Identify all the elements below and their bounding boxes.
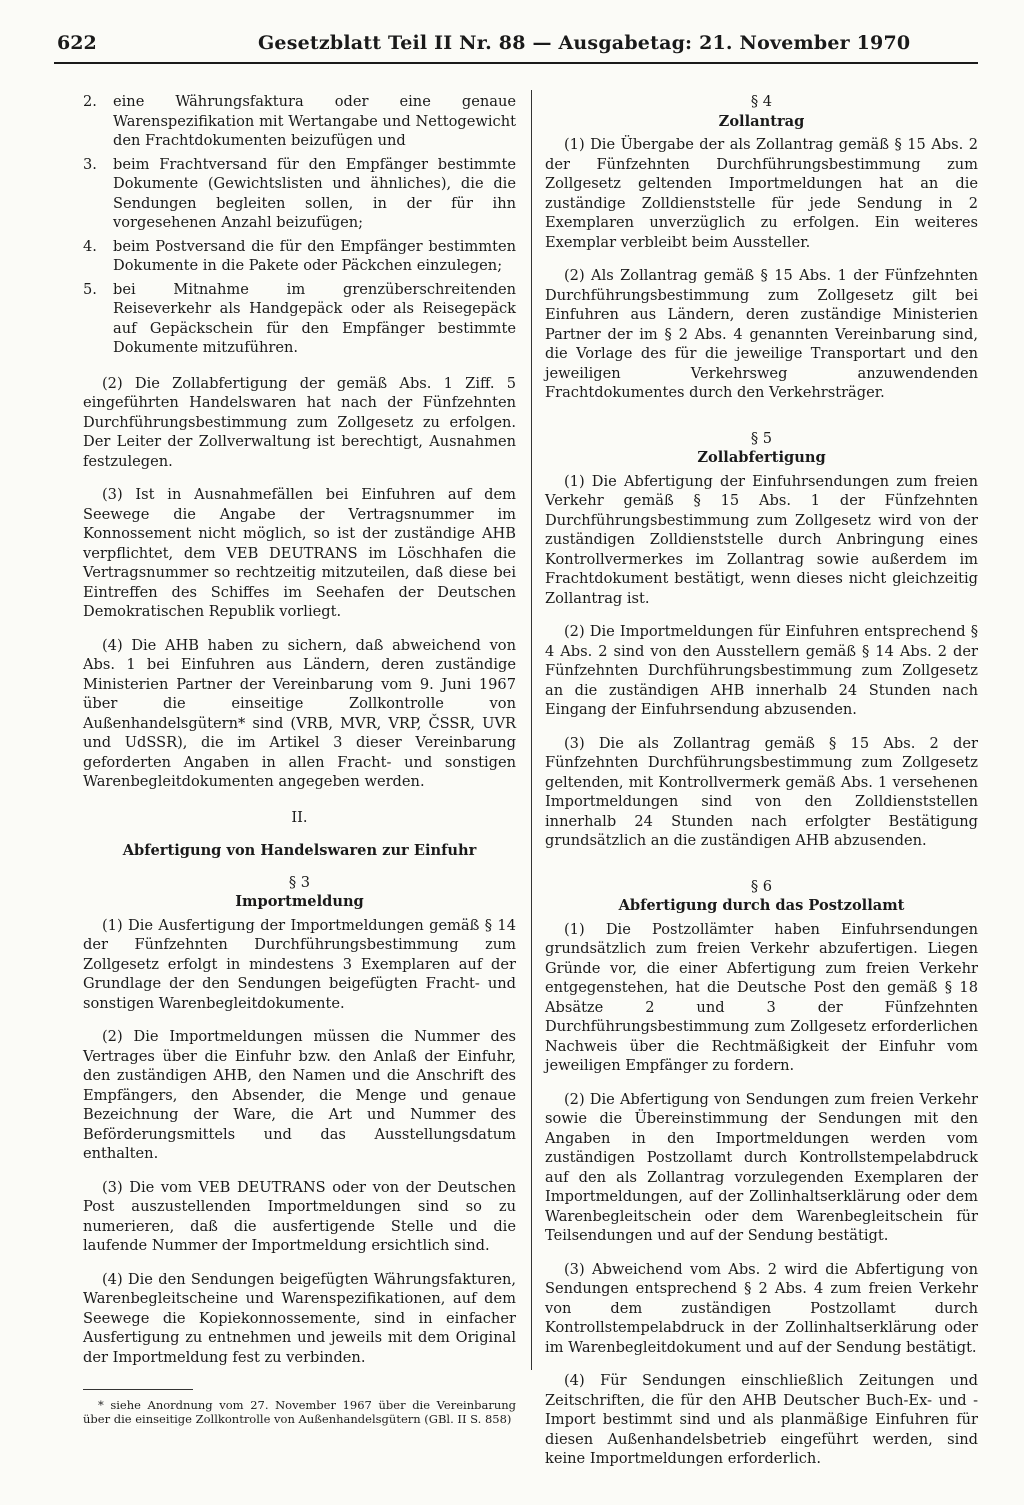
page-header — [0, 26, 1024, 66]
paragraph: (1) Die Abfertigung der Einfuhrsendungen zum freien Verkehr gemäß § 15 Abs. 1 der Fünfzehnten Durchführungsbestimmung zum Zollgesetz wird von der zuständigen Zolldienststelle durch Anbringung eines Kontrollvermerkes im Zollantrag sowie außerdem im Frachtdokument bestätigt, wenn dieses nicht gleichzeitig Zollantrag ist. — [545, 472, 978, 607]
right-column — [545, 92, 978, 1483]
list-item — [83, 155, 516, 233]
section-title: Zollabfertigung — [697, 449, 826, 466]
section-number: § 6 — [750, 877, 773, 895]
enumerated-list — [83, 92, 516, 358]
paragraph: (4) Die AHB haben zu sichern, daß abweichend von Abs. 1 bei Einfuhren aus Ländern, deren zuständige Ministerien Partner der Vereinbarung vom 9. Juni 1967 über die einseitige Zollkontrolle von Außenhandelsgütern* sind (VRB, MVR, VRP, ČSSR, UVR und UdSSR), die im Artikel 3 dieser Vereinbarung geforderten Angaben in allen Fracht- und sonstigen Warenbegleitdokumenten angegeben werden. — [83, 636, 516, 790]
list-item — [83, 237, 516, 276]
list-item — [83, 92, 516, 151]
paragraph: (3) Abweichend vom Abs. 2 wird die Abfertigung von Sendungen entsprechend § 2 Abs. 4 zum freien Verkehr von dem zuständigen Postzollamt durch Kontrollstempelabdruck in der Zollinhaltserklärung oder im Warenbegleitdokument und auf der Sendung bestätigt. — [545, 1260, 978, 1356]
list-item-text: bei Mitnahme im grenzüberschreitenden Reiseverkehr als Handgepäck oder als Reisegepäck auf Gepäckschein für den Empfänger bestimmte Dokumente mitzuführen. — [113, 280, 516, 356]
paragraph: (2) Die Importmeldungen für Einfuhren entsprechend § 4 Abs. 2 sind von den Ausstellern gemäß § 14 Abs. 2 der Fünfzehnten Durchführungsbestimmung zum Zollgesetz an die zuständigen AHB innerhalb 24 Stunden nach Eingang der Einfuhrsendung abzusenden. — [545, 623, 978, 718]
paragraph: (2) Die Abfertigung von Sendungen zum freien Verkehr sowie die Übereinstimmung der Sendungen mit den Angaben in den Importmeldungen werden vom zuständigen Postzollamt durch Kontrollstempelabdruck auf den als Zollantrag vorzulegenden Exemplaren der Importmeldungen, auf der Zollinhaltserklärung oder dem Warenbegleitschein oder dem Warenbegleitschein für Teilsendungen und auf der Sendung bestätigt. — [545, 1090, 978, 1244]
column-divider — [531, 90, 532, 1370]
paragraph: (4) Für Sendungen einschließlich Zeitungen und Zeitschriften, die für den AHB Deutscher Buch-Ex- und -Import bestimmt sind und als planmäßige Einfuhren für diesen Außenhandelsbetrieb eingeführt werden, sind keine Importmeldungen erforderlich. — [545, 1372, 978, 1467]
left-column — [83, 92, 516, 1440]
section-number: § 4 — [750, 93, 773, 110]
list-item-number: 3. — [83, 155, 97, 173]
chapter-title: Abfertigung von Handelswaren zur Einfuhr — [122, 842, 477, 859]
list-item-number: 5. — [83, 280, 97, 298]
paragraph: (4) Die den Sendungen beigefügten Währungsfakturen, Warenbegleitscheine und Warenspezifikationen, auf dem Seewege die Kopiekonnossemente, sind in einfacher Ausfertigung zu entnehmen und jeweils mit dem Original der Importmeldung fest zu verbinden. — [83, 1270, 516, 1366]
section-title: Zollantrag — [718, 112, 805, 130]
paragraph: (3) Ist in Ausnahmefällen bei Einfuhren auf dem Seewege die Angabe der Vertragsnummer im Konnossement nicht möglich, so ist der zuständige AHB verpflichtet, dem VEB DEUTRANS im Löschhafen die Vertragsnummer so rechtzeitig mitzuteilen, daß diese bei Eintreffen des Schiffes im Seehafen der Deutschen Demokratischen Republik vorliegt. — [83, 486, 516, 620]
chapter-number: II. — [291, 808, 308, 826]
page-number: 622 — [57, 32, 97, 54]
list-item-text: beim Postversand die für den Empfänger bestimmten Dokumente in die Pakete oder Päckchen einzulegen; — [113, 237, 516, 274]
section-number: § 3 — [288, 873, 311, 891]
footnote-rule — [83, 1389, 193, 1390]
list-item-number: 4. — [83, 237, 97, 255]
list-item-number: 2. — [83, 93, 97, 110]
section-number: § 5 — [750, 429, 773, 447]
paragraph: (2) Die Zollabfertigung der gemäß Abs. 1 Ziff. 5 eingeführten Handelswaren hat nach der Fünfzehnten Durchführungsbestimmung zum Zollgesetz zu erfolgen. Der Leiter der Zollverwaltung ist berechtigt, Ausnahmen festzulegen. — [83, 374, 516, 470]
section-title: Abfertigung durch das Postzollamt — [618, 897, 905, 914]
paragraph: (2) Die Importmeldungen müssen die Nummer des Vertrages über die Einfuhr bzw. den Anlaß der Einfuhr, den zuständigen AHB, den Namen und die Anschrift des Empfängers, den Absender, die Menge und genaue Bezeichnung der Ware, die Art und Nummer des Beförderungsmittels und das Ausstellungsdatum enthalten. — [83, 1028, 516, 1162]
running-title: Gesetzblatt Teil II Nr. 88 — Ausgabetag: 21. November 1970 — [258, 32, 911, 54]
list-item-text: eine Währungsfaktura oder eine genaue Warenspezifikation mit Wertangabe und Nettogewicht den Frachtdokumenten beizufügen und — [113, 93, 516, 149]
paragraph: (2) Als Zollantrag gemäß § 15 Abs. 1 der Fünfzehnten Durchführungsbestimmung zum Zollgesetz gilt bei Einfuhren aus Ländern, deren zuständige Ministerien Partner der im § 2 Abs. 4 genannten Vereinbarung sind, die Vorlage des für die jeweilige Transportart und den jeweiligen Verkehrsweg anzuwendenden Frachtdokumentes durch den Verkehrsträger. — [545, 267, 978, 401]
paragraph: (1) Die Postzollämter haben Einfuhrsendungen grundsätzlich zum freien Verkehr abzufertigen. Liegen Gründe vor, die einer Abfertigung zum freien Verkehr entgegenstehen, hat die Deutsche Post den gemäß § 18 Absätze 2 und 3 der Fünfzehnten Durchführungsbestimmung zum Zollgesetz erforderlichen Nachweis über die Rechtmäßigkeit der Einfuhr vom jeweiligen Empfänger zu fordern. — [545, 920, 978, 1074]
paragraph: (1) Die Übergabe der als Zollantrag gemäß § 15 Abs. 2 der Fünfzehnten Durchführungsbestimmung zum Zollgesetz geltenden Importmeldungen hat an die zuständige Zolldienststelle für jede Sendung in 2 Exemplaren unverzüglich zu erfolgen. Ein weiteres Exemplar verbleibt beim Aussteller. — [545, 136, 978, 251]
section-title: Importmeldung — [235, 893, 364, 910]
paragraph: (1) Die Ausfertigung der Importmeldungen gemäß § 14 der Fünfzehnten Durchführungsbestimmung zum Zollgesetz erfolgt in mindestens 3 Exemplaren auf der Grundlage der den Sendungen beigefügten Fracht- und sonstigen Warenbegleitdokumente. — [83, 916, 516, 1012]
footnote: * siehe Anordnung vom 27. November 1967 über die Vereinbarung über die einseitige Zollkontrolle von Außenhandelsgütern (GBl. II S. 858) — [83, 1398, 516, 1426]
list-item-text: beim Frachtversand für den Empfänger bestimmte Dokumente (Gewichtslisten und ähnliches), die die Sendungen begleiten sollen, in der für ihn vorgesehenen Anzahl beizufügen; — [113, 155, 516, 231]
list-item — [83, 280, 516, 358]
paragraph: (3) Die als Zollantrag gemäß § 15 Abs. 2 der Fünfzehnten Durchführungsbestimmung zum Zollgesetz geltenden, mit Kontrollvermerk gemäß Abs. 1 versehenen Importmeldungen sind von den Zolldienststellen innerhalb 24 Stunden nach erfolgter Bestätigung grundsätzlich an die zuständigen AHB abzusenden. — [545, 734, 978, 849]
paragraph: (3) Die vom VEB DEUTRANS oder von der Deutschen Post auszustellenden Importmeldungen sind so zu numerieren, daß die ausfertigende Stelle und die laufende Nummer der Importmeldung ersichtlich sind. — [83, 1178, 516, 1254]
header-rule — [54, 62, 978, 64]
